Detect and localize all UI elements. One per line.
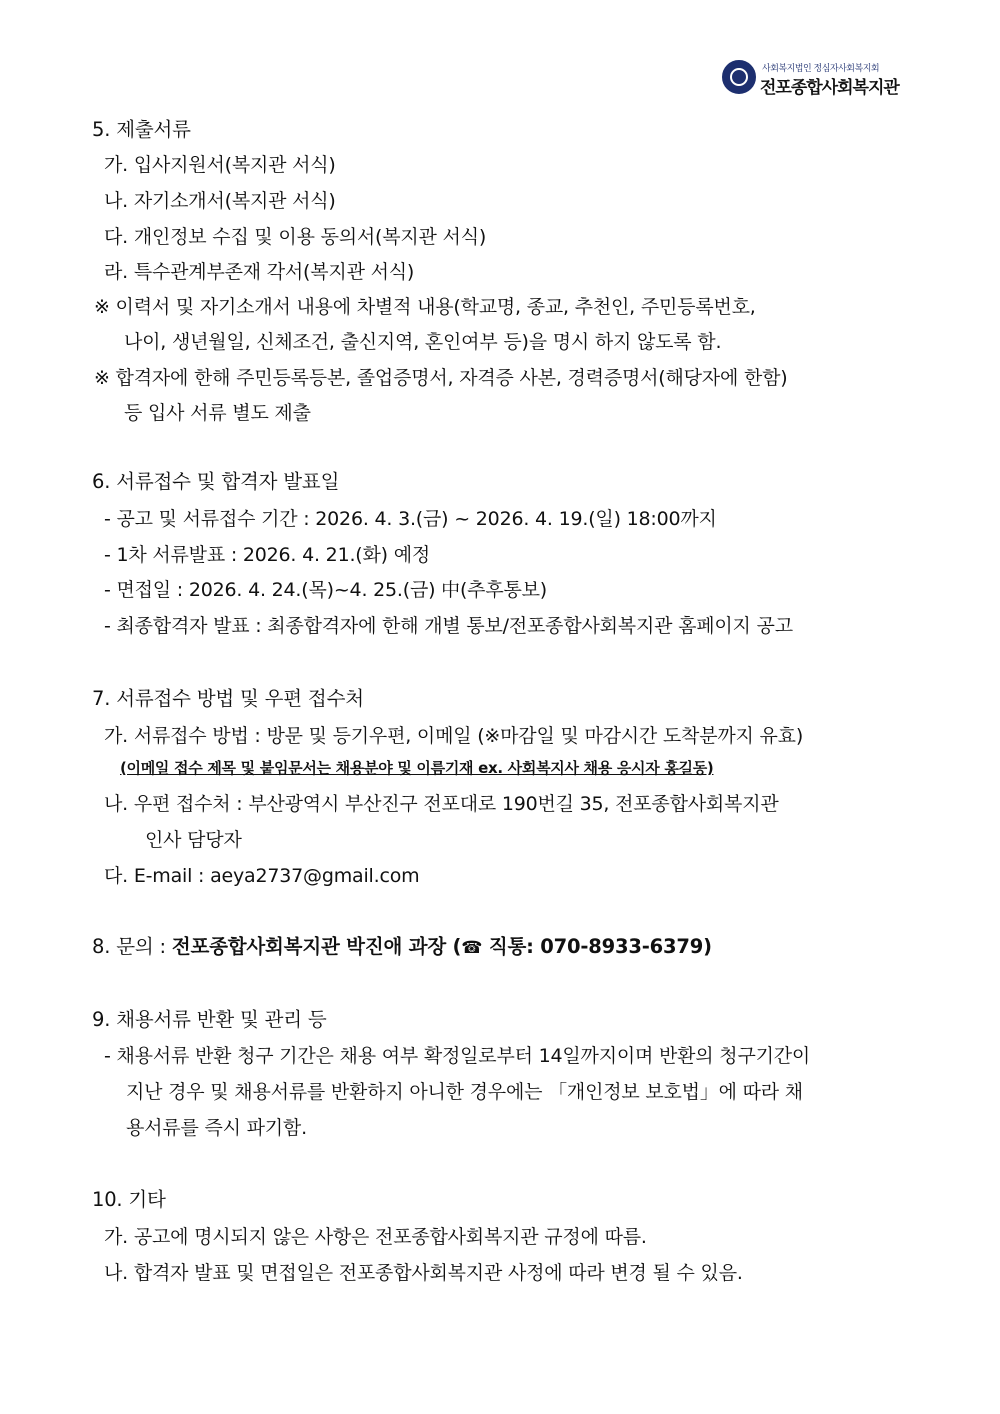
contact-person: 전포종합사회복지관 박진애 과장 ( (171, 935, 462, 958)
phone-icon: ☎ (461, 938, 483, 958)
section-5-item: 라. 특수관계부존재 각서(복지관 서식) (104, 261, 415, 283)
section-9-text: 용서류를 즉시 파기함. (126, 1117, 307, 1139)
section-7-email-note: (이메일 접수 제목 및 붙임문서는 채용분야 및 이름기재 ex. 사회복지사 채용 응시자 홍길동) (120, 759, 714, 777)
section-8-heading (92, 935, 712, 960)
organization-logo (722, 60, 907, 100)
section-9-text: - 채용서류 반환 청구 기간은 채용 여부 확정일로부터 14일까지이며 반환의 청구기간이 (104, 1045, 811, 1067)
section-7-item-b: 나. 우편 접수처 : 부산광역시 부산진구 전포대로 190번길 35, 전포종합사회복지관 (104, 793, 779, 815)
section-9-text: 지난 경우 및 채용서류를 반환하지 아니한 경우에는 「개인정보 보호법」에 따라 채 (126, 1081, 803, 1103)
logo-subtitle: 사회복지법인 정심자사회복지회 (762, 64, 880, 74)
emblem-icon (722, 60, 756, 94)
section-5-note: ※ 합격자에 한해 주민등록등본, 졸업증명서, 자격증 사본, 경력증명서(해당자에 한함) (94, 367, 788, 389)
section-10-item: 가. 공고에 명시되지 않은 사항은 전포종합사회복지관 규정에 따름. (104, 1226, 647, 1248)
section-5-item: 가. 입사지원서(복지관 서식) (104, 154, 336, 176)
section-7-item-a: 가. 서류접수 방법 : 방문 및 등기우편, 이메일 (※마감일 및 마감시간 도착분까지 유효) (104, 725, 804, 747)
section-9-heading: 9. 채용서류 반환 및 관리 등 (92, 1008, 327, 1031)
section-8-label: 8. 문의 : (92, 935, 172, 958)
section-5-note: ※ 이력서 및 자기소개서 내용에 차별적 내용(학교명, 종교, 추천인, 주민등록번호, (94, 296, 756, 318)
section-6-item: - 최종합격자 발표 : 최종합격자에 한해 개별 통보/전포종합사회복지관 홈페이지 공고 (104, 615, 793, 637)
section-5-heading: 5. 제출서류 (92, 118, 191, 141)
section-5-item: 다. 개인정보 수집 및 이용 동의서(복지관 서식) (104, 226, 487, 248)
section-6-item: - 1차 서류발표 : 2026. 4. 21.(화) 예정 (104, 544, 431, 566)
section-5-item: 나. 자기소개서(복지관 서식) (104, 190, 336, 212)
section-5-note-cont: 나이, 생년월일, 신체조건, 출신지역, 혼인여부 등)을 명시 하지 않도록 함. (124, 331, 722, 353)
section-10-item: 나. 합격자 발표 및 면접일은 전포종합사회복지관 사정에 따라 변경 될 수 있음. (104, 1262, 743, 1284)
section-6-item: - 공고 및 서류접수 기간 : 2026. 4. 3.(금) ~ 2026. 4. 19.(일) 18:00까지 (104, 508, 717, 530)
section-7-item-b-cont: 인사 담당자 (145, 829, 242, 851)
section-5-note-cont: 등 입사 서류 별도 제출 (124, 402, 311, 424)
logo-name: 전포종합사회복지관 (760, 78, 899, 98)
section-6-item: - 면접일 : 2026. 4. 24.(목)~4. 25.(금) 中(추후통보) (104, 579, 547, 601)
section-6-heading: 6. 서류접수 및 합격자 발표일 (92, 470, 340, 493)
section-10-heading: 10. 기타 (92, 1188, 166, 1211)
contact-phone: 직통: 070-8933-6379) (482, 935, 712, 958)
section-7-item-c: 다. E-mail : aeya2737@gmail.com (104, 865, 420, 887)
section-7-heading: 7. 서류접수 방법 및 우편 접수처 (92, 687, 364, 710)
